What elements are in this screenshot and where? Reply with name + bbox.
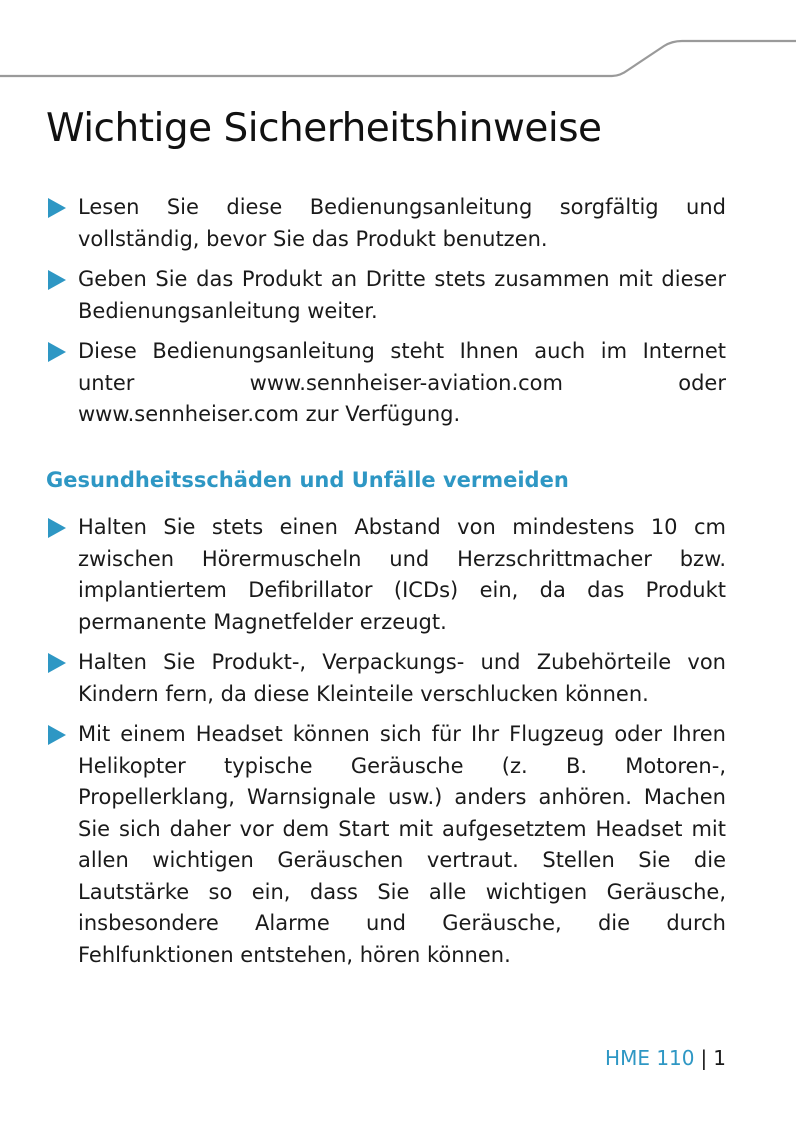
safety-bullet-list bbox=[46, 512, 726, 980]
footer-separator: | bbox=[700, 1046, 708, 1070]
page-title: Wichtige Sicherheitshinweise bbox=[46, 106, 602, 151]
triangle-bullet-icon bbox=[48, 342, 66, 362]
list-item bbox=[46, 719, 726, 971]
list-item bbox=[46, 512, 726, 638]
model-name: HME 110 bbox=[605, 1046, 695, 1070]
list-item bbox=[46, 336, 726, 431]
bullet-text: Halten Sie stets einen Abstand von mindestens 10 cm zwischen Hörermuscheln und Herzschrittmacher bzw. implantiertem Defibrillator (ICDs) ein, da das Produkt permanente Magnetfelder erzeugt. bbox=[78, 515, 726, 634]
intro-bullet-list bbox=[46, 192, 726, 440]
page-footer bbox=[605, 1046, 726, 1070]
section-heading: Gesundheitsschäden und Unfälle vermeiden bbox=[46, 468, 569, 492]
bullet-text: Halten Sie Produkt-, Verpackungs- und Zubehörteile von Kindern fern, da diese Kleinteile verschlucken können. bbox=[78, 650, 726, 706]
triangle-bullet-icon bbox=[48, 653, 66, 673]
header-rule bbox=[0, 0, 796, 90]
triangle-bullet-icon bbox=[48, 198, 66, 218]
list-item bbox=[46, 192, 726, 255]
triangle-bullet-icon bbox=[48, 518, 66, 538]
triangle-bullet-icon bbox=[48, 270, 66, 290]
page-number: 1 bbox=[713, 1046, 726, 1070]
list-item bbox=[46, 264, 726, 327]
list-item bbox=[46, 647, 726, 710]
bullet-text: Mit einem Headset können sich für Ihr Flugzeug oder Ihren Helikopter typische Geräusche (z. B. Motoren-, Propellerklang, Warnsignale usw.) anders anhören. Machen Sie sich daher vor dem Start mit aufgesetztem Headset mit allen wichtigen Geräuschen vertraut. Stellen Sie die Lautstärke so ein, dass Sie alle wichtigen Geräusche, insbesondere Alarme und Geräusche, die durch Fehlfunktionen entstehen, hören können. bbox=[78, 722, 726, 967]
bullet-text: Lesen Sie diese Bedienungsanleitung sorgfältig und vollständig, bevor Sie das Produkt benutzen. bbox=[78, 195, 726, 251]
bullet-text: Geben Sie das Produkt an Dritte stets zusammen mit dieser Bedienungsanleitung weiter. bbox=[78, 267, 726, 323]
triangle-bullet-icon bbox=[48, 725, 66, 745]
bullet-text: Diese Bedienungsanleitung steht Ihnen auch im Internet unter www.sennheiser-aviation.com oder www.sennheiser.com zur Verfügung. bbox=[78, 339, 726, 426]
